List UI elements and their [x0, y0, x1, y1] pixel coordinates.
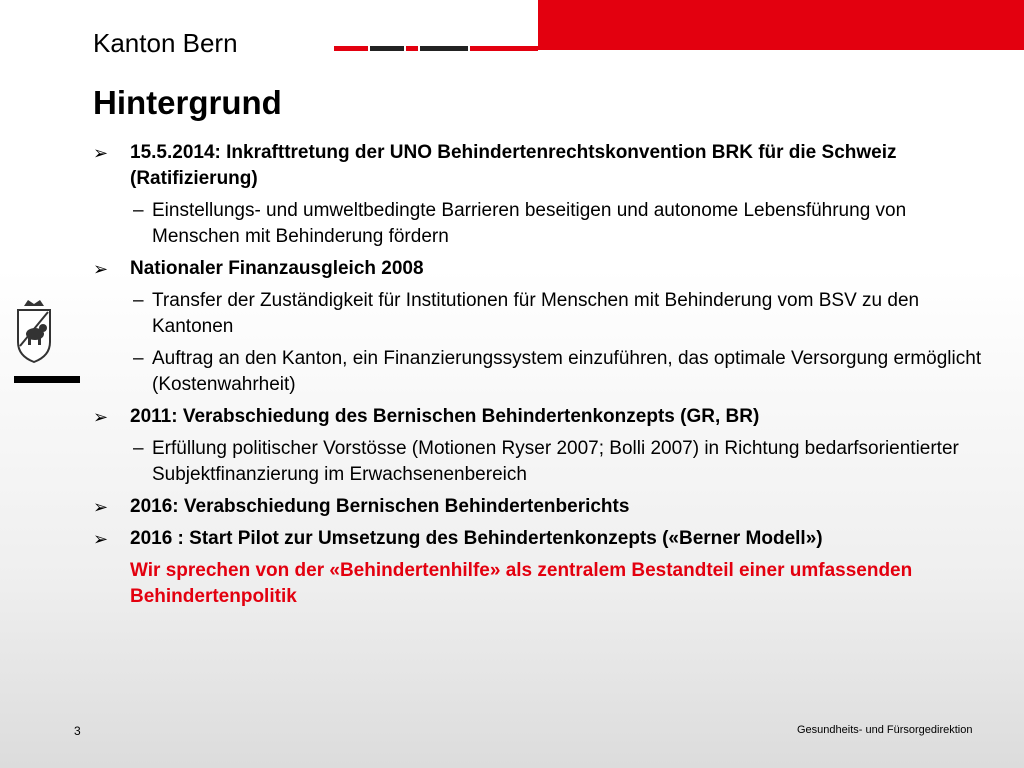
- sub-bullet-text: Einstellungs- und umweltbedingte Barrieren beseitigen und autonome Lebensführung von Menschen mit Behinderung fördern: [152, 200, 907, 247]
- page-number: 3: [74, 724, 81, 738]
- arrow-bullet-icon: ➢: [93, 529, 109, 549]
- sub-bullet-text: Auftrag an den Kanton, ein Finanzierungssystem einzuführen, das optimale Versorgung ermöglicht (Kostenwahrheit): [152, 348, 982, 395]
- sub-bullet-text: Erfüllung politischer Vorstösse (Motionen Ryser 2007; Bolli 2007) in Richtung bedarfsorientierter Subjektfinanzierung im Erwachsenenbereich: [152, 438, 959, 485]
- dash-icon: –: [133, 200, 144, 221]
- bullet-text: 15.5.2014: Inkrafttretung der UNO Behindertenrechtskonvention BRK für die Schweiz (Ratifizierung): [130, 142, 897, 189]
- sub-bullet-2-2: [93, 346, 983, 398]
- dash-icon: –: [133, 438, 144, 459]
- arrow-bullet-icon: ➢: [93, 143, 109, 163]
- sub-bullet-1-1: [93, 198, 983, 250]
- header-red-block: [538, 0, 1024, 50]
- slide-title: Hintergrund: [93, 84, 282, 121]
- bullet-text: Nationaler Finanzausgleich 2008: [130, 258, 424, 279]
- arrow-bullet-icon: ➢: [93, 259, 109, 279]
- bullet-text: 2016 : Start Pilot zur Umsetzung des Behindertenkonzepts («Berner Modell»): [130, 528, 823, 549]
- brand-name: Kanton Bern: [93, 28, 238, 58]
- bullet-text: 2011: Verabschiedung des Bernischen Behindertenkonzepts (GR, BR): [130, 406, 760, 427]
- header-stripe-red: [470, 46, 538, 51]
- bern-crest-icon: [14, 298, 54, 364]
- dash-icon: –: [133, 348, 144, 369]
- bullet-1: [93, 140, 983, 192]
- highlight-note: Wir sprechen von der «Behindertenhilfe» als zentralem Bestandteil einer umfassenden Behindertenpolitik: [130, 560, 913, 607]
- header-stripe-black: [370, 46, 404, 51]
- sub-bullet-3-1: [93, 436, 983, 488]
- header-stripe-red: [334, 46, 368, 51]
- dash-icon: –: [133, 290, 144, 311]
- footer-organization: Gesundheits- und Fürsorgedirektion: [797, 724, 973, 736]
- slide-content: [93, 140, 983, 610]
- sub-bullet-2-1: [93, 288, 983, 340]
- crest-bar: [14, 376, 80, 383]
- header-stripe-black: [420, 46, 468, 51]
- header-stripe-red: [406, 46, 418, 51]
- bullet-5: [93, 526, 983, 552]
- bullet-text: 2016: Verabschiedung Bernischen Behindertenberichts: [130, 496, 630, 517]
- arrow-bullet-icon: ➢: [93, 497, 109, 517]
- bullet-4: [93, 494, 983, 520]
- bullet-2: [93, 256, 983, 282]
- bullet-3: [93, 404, 983, 430]
- arrow-bullet-icon: ➢: [93, 407, 109, 427]
- sub-bullet-text: Transfer der Zuständigkeit für Institutionen für Menschen mit Behinderung vom BSV zu den Kantonen: [152, 290, 920, 337]
